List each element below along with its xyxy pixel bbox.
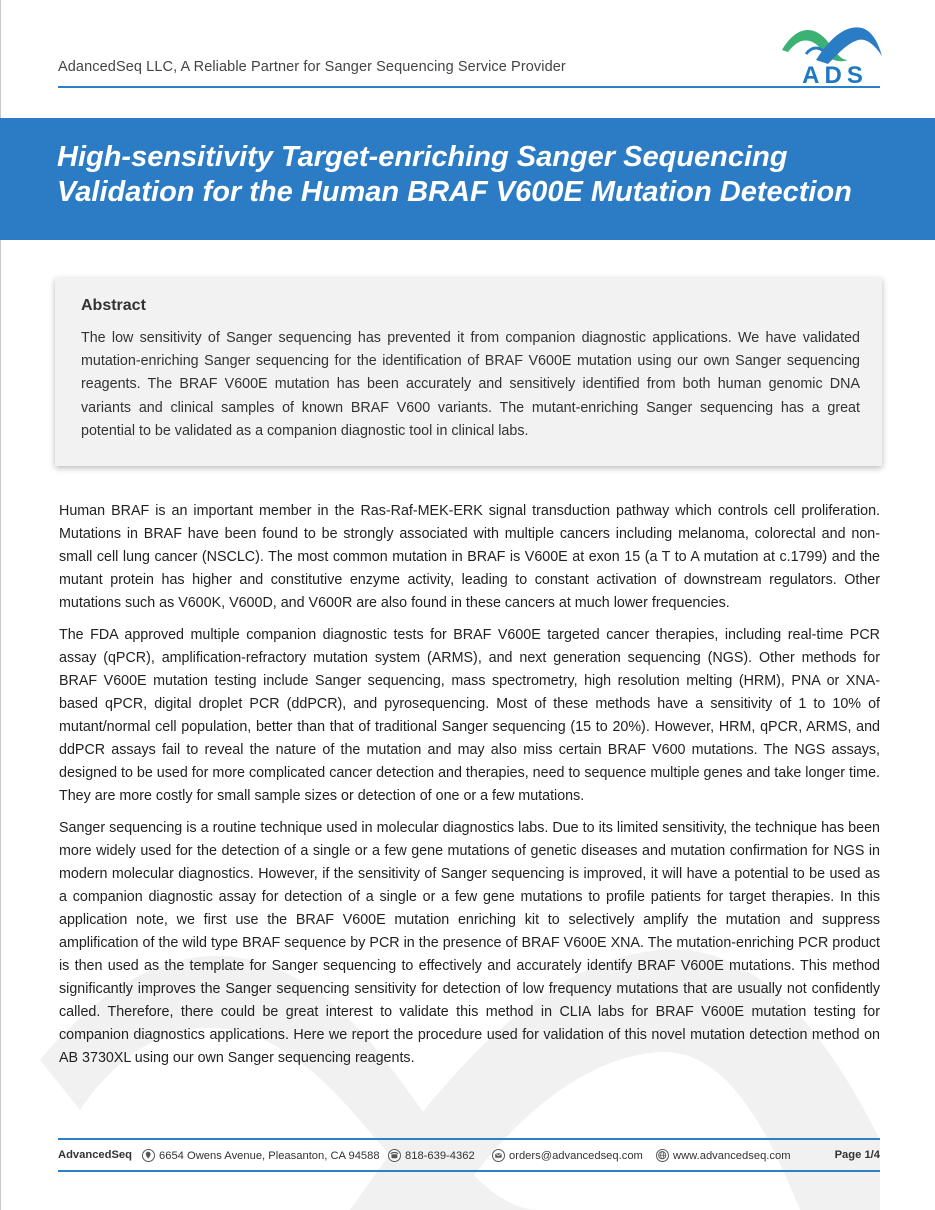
body-text bbox=[59, 500, 880, 1079]
body-paragraph-3: Sanger sequencing is a routine technique used in molecular diagnostics labs. Due to its limited sensitivity, the technique has been more widely used for the detection of a single or a few gene mutations of genetic diseases and mutation confirmation for NGS in modern molecular diagnostics. However, if the sensitivity of Sanger sequencing is improved, it will have a potential to be used as a companion diagnostic assay for detection of a single or a few gene mutations to profile patients for target therapies. In this application note, we first use the BRAF V600E mutation enriching kit to selectively amplify the mutation and suppress amplification of the wild type BRAF sequence by PCR in the presence of BRAF V600E XNA. The mutation-enriching PCR product is then used as the template for Sanger sequencing to effectively and accurately identify BRAF V600E mutations. This method significantly improves the Sanger sequencing sensitivity for detection of low frequency mutations that are usually not confidently called. Therefore, there could be great interest to validate this method in CLIA labs for BRAF V600E mutation testing for companion diagnostics applications. Here we report the procedure used for validation of this novel mutation detection method on AB 3730XL using our own Sanger sequencing reagents. bbox=[59, 820, 880, 1066]
phone-icon bbox=[388, 1149, 401, 1162]
footer-brand: AdvancedSeq bbox=[58, 1149, 132, 1161]
footer-rule-top bbox=[58, 1138, 880, 1140]
footer-email-link[interactable]: orders@advancedseq.com bbox=[509, 1150, 643, 1162]
footer-address-text: 6654 Owens Avenue, Pleasanton, CA 94588 bbox=[159, 1150, 380, 1162]
body-paragraph-1: Human BRAF is an important member in the Ras-Raf-MEK-ERK signal transduction pathway which controls cell proliferation. Mutations in BRAF have been found to be strongly associated with multiple cancers including melanoma, colorectal and non-small cell lung cancer (NSCLC). The most common mutation in BRAF is V600E at exon 15 (a T to A mutation at c.1799) and the mutant protein has higher and constitutive enzyme activity, leading to constant activation of downstream regulators. Other mutations such as V600K, V600D, and V600R are also found in these cancers at much lower frequencies. bbox=[59, 503, 880, 611]
abstract-box bbox=[55, 278, 882, 466]
footer-phone bbox=[388, 1149, 475, 1162]
title-line-2: Validation for the Human BRAF V600E Mutation Detection bbox=[57, 176, 852, 208]
footer bbox=[58, 1147, 880, 1167]
header-company-line: AdancedSeq LLC, A Reliable Partner for Sanger Sequencing Service Provider bbox=[58, 59, 566, 75]
page-title bbox=[57, 140, 917, 210]
footer-website-link[interactable]: www.advancedseq.com bbox=[673, 1150, 791, 1162]
footer-email bbox=[492, 1149, 643, 1162]
footer-website bbox=[656, 1149, 791, 1162]
title-line-1: High-sensitivity Target-enriching Sanger Sequencing bbox=[57, 141, 788, 173]
header-rule bbox=[58, 86, 880, 88]
email-icon bbox=[492, 1149, 505, 1162]
footer-address bbox=[142, 1149, 380, 1162]
location-icon bbox=[142, 1149, 155, 1162]
page-number: Page 1/4 bbox=[834, 1149, 880, 1161]
abstract-text: The low sensitivity of Sanger sequencing has prevented it from companion diagnostic applications. We have validated mutation-enriching Sanger sequencing for the identification of BRAF V600E mutation using our own Sanger sequencing reagents. The BRAF V600E mutation has been accurately and sensitively identified from both human genomic DNA variants and clinical samples of known BRAF V600 variants. The mutant-enriching Sanger sequencing has a great potential to be validated as a companion diagnostic tool in clinical labs. bbox=[81, 330, 860, 439]
footer-rule-bottom bbox=[58, 1170, 880, 1172]
body-paragraph-2: The FDA approved multiple companion diagnostic tests for BRAF V600E targeted cancer therapies, including real-time PCR assay (qPCR), amplification-refractory mutation system (ARMS), and next generation sequencing (NGS). Other methods for BRAF V600E mutation testing include Sanger sequencing, mass spectrometry, high resolution melting (HRM), PNA or XNA-based qPCR, digital droplet PCR (ddPCR), and pyrosequencing. Most of these methods have a sensitivity of 1 to 10% of mutant/normal cell population, better than that of traditional Sanger sequencing (15 to 20%). However, HRM, qPCR, ARMS, and ddPCR assays fail to reveal the nature of the mutation and may also miss certain BRAF V600 mutations. The NGS assays, designed to be used for more complicated cancer detection and therapies, need to sequence multiple genes and take longer time. They are more costly for small sample sizes or detection of one or a few mutations. bbox=[59, 627, 881, 804]
abstract-heading: Abstract bbox=[81, 297, 146, 314]
globe-icon bbox=[656, 1149, 669, 1162]
logo-text: ADS bbox=[802, 62, 868, 89]
footer-phone-text: 818-639-4362 bbox=[405, 1150, 475, 1162]
